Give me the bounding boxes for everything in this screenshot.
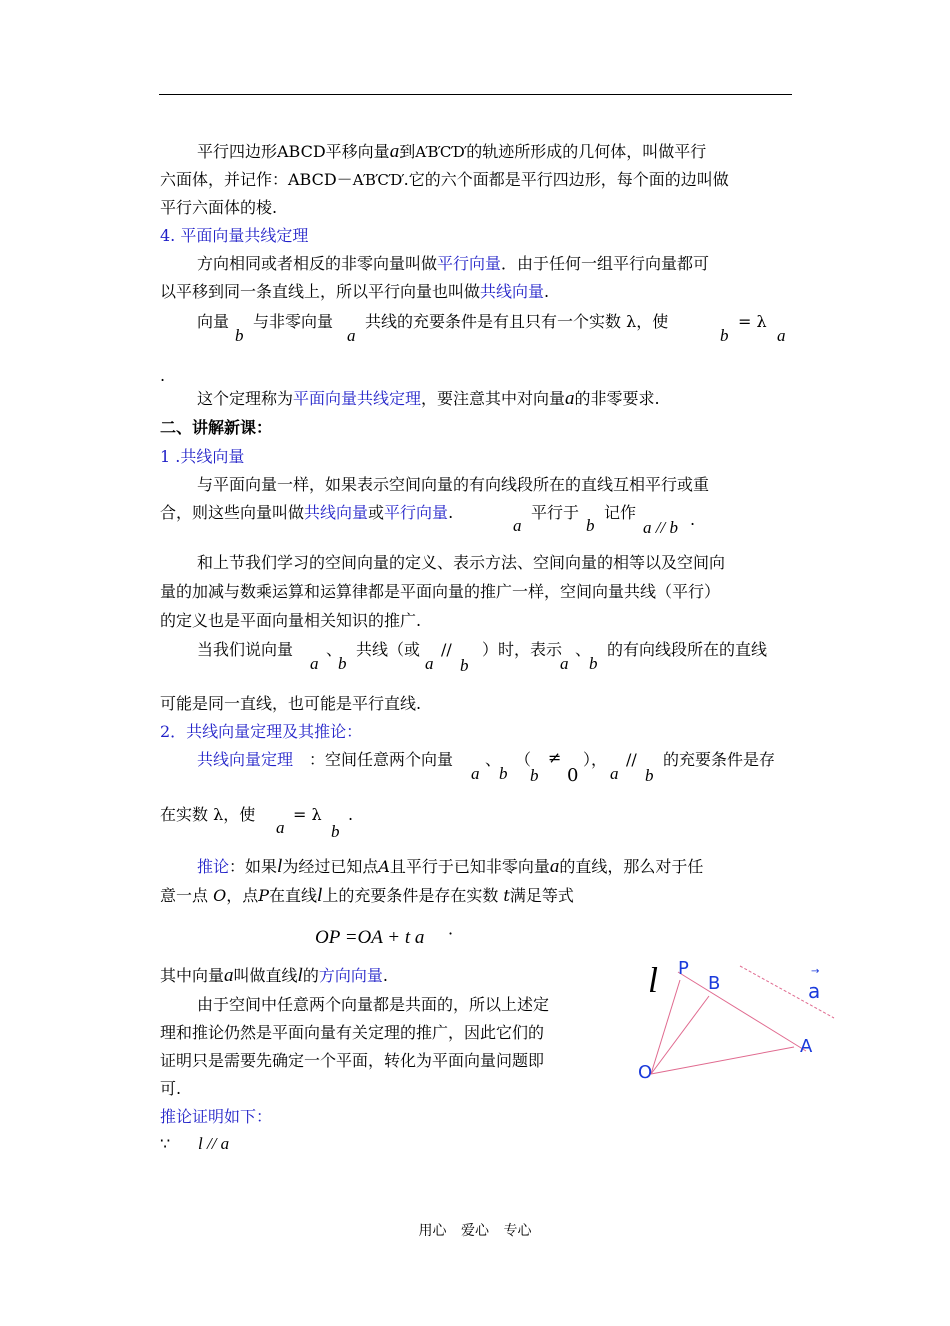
e-line4: 可.: [160, 1079, 182, 1098]
denoted: 记作: [604, 503, 637, 522]
label-a: a: [808, 979, 821, 1003]
s4-line3-text3: 共线的充要条件是有且只有一个实数 λ，使: [365, 312, 669, 331]
formula: OP =OA + t a: [315, 927, 425, 948]
e-line1: 由于空间中任意两个向量都是共面的，所以上述定: [197, 995, 550, 1014]
var-a: a: [777, 326, 786, 345]
corollary-line2: 意一点 O，点P在直线l上的充要条件是存在实数 t满足等式: [160, 885, 574, 906]
s4-line3-text2: 与非零向量: [253, 312, 334, 331]
zero: 0: [567, 765, 579, 786]
theorem-dot: .: [348, 805, 354, 824]
p3-text-e: ）时，表示: [482, 640, 563, 659]
var-a: a: [310, 654, 319, 673]
label-O: O: [638, 1062, 653, 1083]
s4-eq: = λ: [738, 312, 767, 331]
p3-text-g: 的有向线段所在的直线: [607, 640, 768, 659]
var-b: b: [499, 764, 508, 783]
p2-line3: 的定义也是平面向量相关知识的推广.: [160, 611, 422, 630]
e-line2: 理和推论仍然是平面向量有关定理的推广，因此它们的: [160, 1023, 545, 1042]
theorem-title: 共线向量定理: [197, 750, 294, 769]
label-a-arrow: →: [811, 966, 820, 977]
var-b: b: [720, 326, 729, 345]
l-parallel-a: l // a: [198, 1134, 230, 1153]
var-a: a: [347, 326, 356, 345]
p-collinear-line2: 合，则这些向量叫做共线向量或平行向量.: [160, 503, 454, 522]
ray-OB: [651, 996, 709, 1074]
var-b: b: [331, 822, 340, 841]
var-a: a: [425, 654, 434, 673]
s4-dot: .: [160, 366, 166, 385]
var-b: b: [530, 766, 539, 785]
because-symbol: ∵: [160, 1134, 171, 1153]
p3-sep: 、: [326, 640, 343, 659]
theorem-sep: 、: [485, 750, 502, 769]
var-a: a: [513, 516, 522, 535]
not-equal: ≠: [548, 748, 562, 767]
var-a: a: [610, 764, 619, 783]
ray-OA: [651, 1047, 794, 1074]
p1-line1: 平行四边形ABCD平移向量a到A′B′C′D′的轨迹所形成的几何体，叫做平行: [197, 141, 707, 162]
section-2-heading: 二、讲解新课：: [160, 418, 273, 437]
proof-heading: 推论证明如下：: [160, 1107, 273, 1126]
var-a: a: [471, 764, 480, 783]
p1-line3: 平行六面体的棱.: [160, 198, 278, 217]
label-l: l: [648, 960, 659, 1000]
var-b: b: [645, 766, 654, 785]
theorem-parallel: //: [626, 750, 637, 769]
p3-parallel: //: [441, 640, 452, 659]
page-footer: 用心 爱心 专心: [418, 1223, 532, 1239]
p1-line2: 六面体，并记作：ABCD－A′B′C′D′.它的六个面都是平行四边形，每个面的边叫做: [160, 170, 729, 189]
s4-line4: 这个定理称为平面向量共线定理，要注意其中对向量a的非零要求.: [197, 388, 660, 409]
p3-sep2: 、: [575, 640, 592, 659]
p-collinear-line1: 与平面向量一样，如果表示空间向量的有向线段所在的直线互相平行或重: [197, 475, 710, 494]
s4-line2: 以平移到同一条直线上，所以平行向量也叫做共线向量.: [160, 282, 550, 301]
label-B: B: [708, 973, 721, 994]
sub-heading-1: 1 .共线向量: [160, 447, 245, 466]
p3-text-a: 当我们说向量: [197, 640, 294, 659]
label-P: P: [678, 958, 689, 979]
s4-line1: 方向相同或者相反的非零向量叫做平行向量．由于任何一组平行向量都可: [197, 254, 710, 273]
sub-heading-2: 2．共线向量定理及其推论：: [160, 722, 363, 741]
theorem-tail: 的充要条件是存: [663, 750, 776, 769]
period: .: [690, 510, 696, 529]
section-4-heading: 4. 平面向量共线定理: [160, 226, 309, 245]
vector-figure: [630, 950, 845, 1090]
e-line3: 证明只是需要先确定一个平面，转化为平面向量问题即: [160, 1051, 545, 1070]
parallel-to: 平行于: [531, 503, 580, 522]
s4-line3-text: 向量: [197, 312, 230, 331]
p3-line2: 可能是同一直线，也可能是平行直线.: [160, 694, 422, 713]
var-b: b: [586, 516, 595, 535]
label-A: A: [800, 1036, 813, 1057]
corollary-line1: 推论：如果l为经过已知点A且平行于已知非零向量a的直线，那么对于任: [197, 856, 704, 877]
theorem-eq: = λ: [293, 805, 322, 824]
theorem-line2: 在实数 λ，使: [160, 805, 256, 824]
p2-line2: 量的加减与数乘运算和运算律都是平面向量的推广一样，空间向量共线（平行）: [160, 582, 721, 601]
direction-vector-line: 其中向量a叫做直线l的方向向量.: [160, 965, 388, 986]
var-a: a: [276, 818, 285, 837]
var-b: b: [460, 656, 469, 675]
a-parallel-b: a // b: [643, 518, 678, 537]
var-b: b: [235, 326, 244, 345]
theorem-paren: （: [515, 750, 532, 769]
var-b: b: [589, 654, 598, 673]
theorem-close: ），: [583, 750, 608, 769]
var-b: b: [338, 654, 347, 673]
p2-line1: 和上节我们学习的空间向量的定义、表示方法、空间向量的相等以及空间向: [197, 553, 726, 572]
header-rule: [159, 94, 792, 95]
formula-dot: ·: [448, 924, 454, 943]
theorem-text: ：空间任意两个向量: [309, 750, 454, 769]
p3-text-c: 共线（或: [356, 640, 421, 659]
var-a: a: [560, 654, 569, 673]
